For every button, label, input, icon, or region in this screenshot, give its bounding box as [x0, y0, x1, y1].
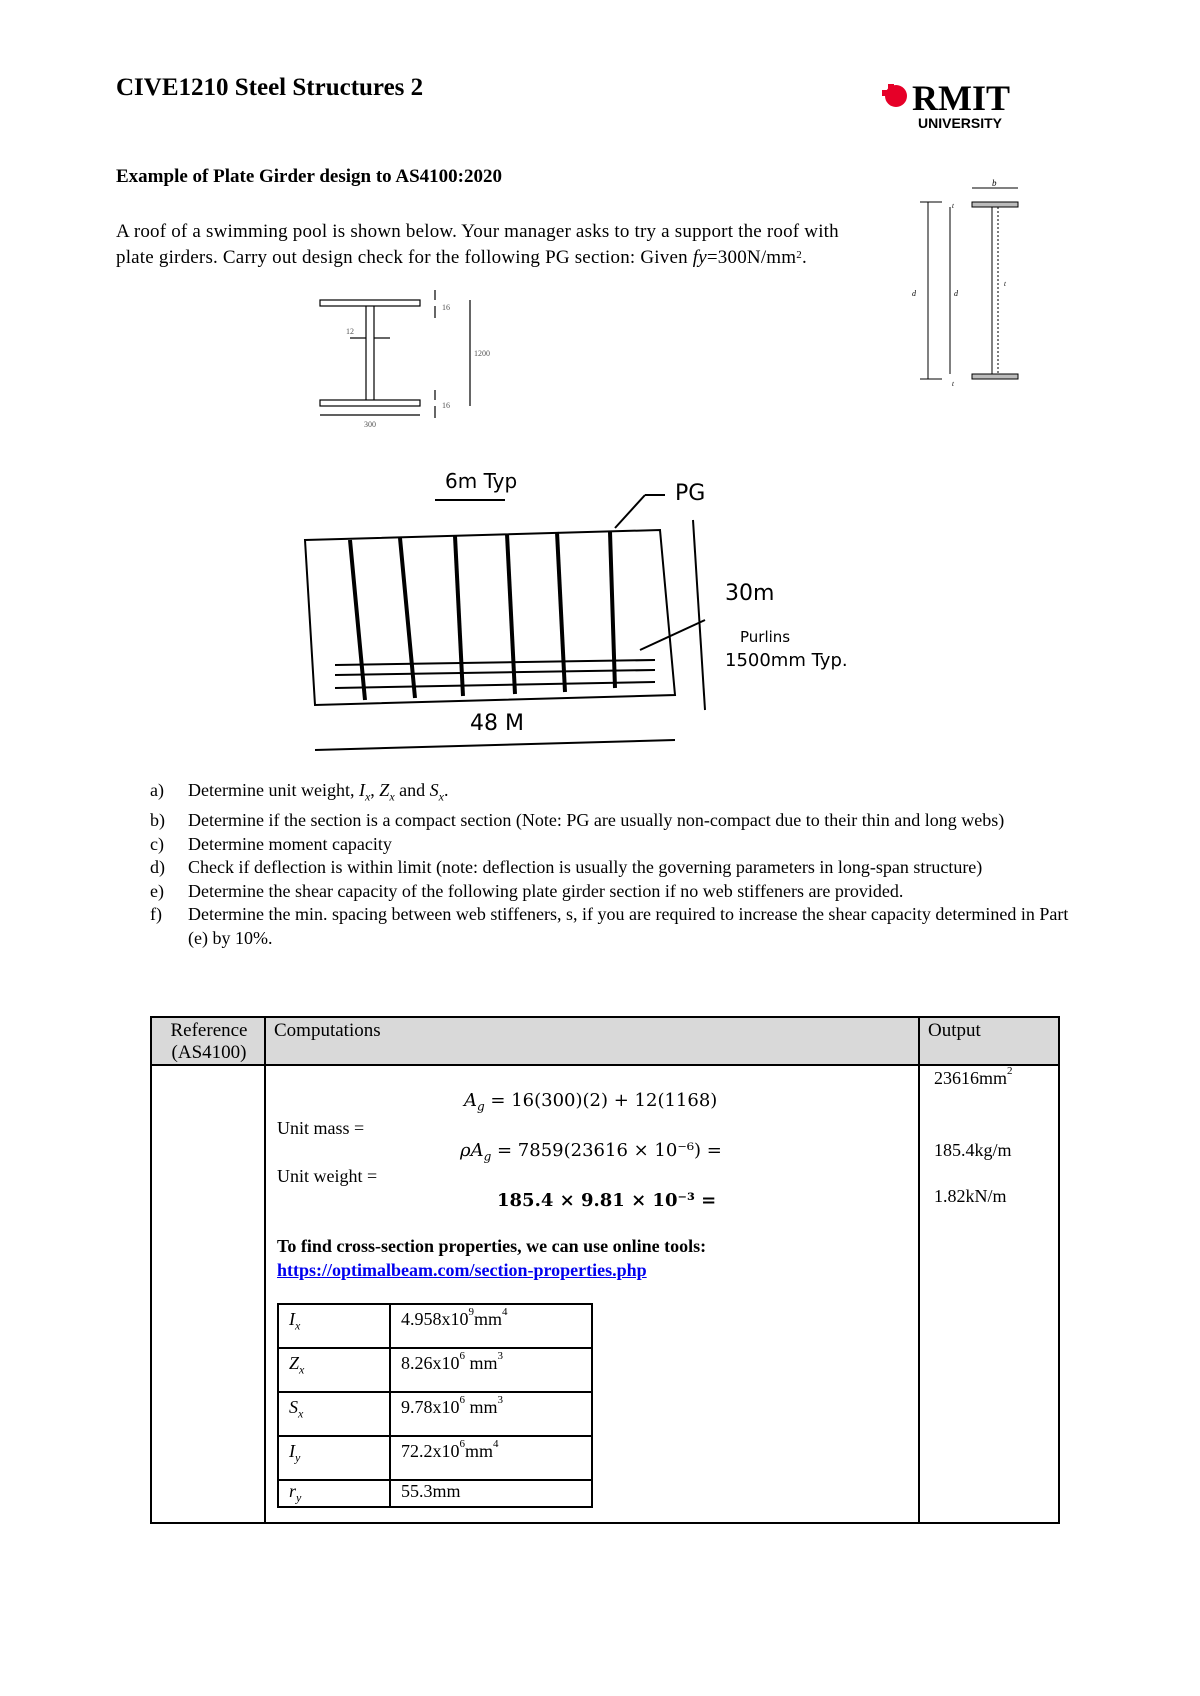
- length-label: 48 M: [470, 711, 524, 736]
- question-text: Check if deflection is within limit (note: deflection is usually the governing parameters in long-span structure): [188, 857, 983, 878]
- question-label: b): [150, 810, 165, 831]
- question-label: a): [150, 780, 164, 800]
- section-properties-table: [277, 1303, 593, 1508]
- gross-area-equation: $A_g = 16(300)(2) + 12(1168)$: [464, 1090, 718, 1114]
- column-divider: [918, 1018, 920, 1522]
- question-text: Determine the shear capacity of the following plate girder section if no web stiffeners are provided.: [188, 880, 904, 901]
- document-title: CIVE1210 Steel Structures 2: [116, 74, 424, 101]
- example-heading: Example of Plate Girder design to AS4100:2020: [116, 166, 502, 187]
- logo-text: RMIT: [912, 78, 1010, 118]
- property-symbol: $S_x$: [278, 1392, 390, 1436]
- spacing-label: 6m Typ: [445, 470, 518, 493]
- list-item: [150, 779, 1070, 809]
- question-text: Determine unit weight, $I_x$, $Z_x$ and $S_x$.: [188, 780, 449, 804]
- output-header: Output: [920, 1018, 1058, 1066]
- question-text: Determine if the section is a compact section (Note: PG are usually non-compact due to their thin and long webs): [188, 810, 1005, 831]
- question-label: c): [150, 833, 164, 854]
- top-flange-thickness-label: 16: [442, 303, 450, 312]
- rmit-pixel-mark-icon: [882, 84, 907, 107]
- d-label: d: [912, 289, 916, 298]
- fy-exponent: 2: [796, 249, 802, 261]
- list-item: [150, 880, 1070, 904]
- calculation-table: [150, 1016, 1060, 1524]
- tf-bottom-label: t: [952, 380, 954, 388]
- property-symbol: $r_y$: [278, 1480, 390, 1507]
- fy-symbol: fy: [692, 247, 707, 268]
- property-value: $4.958x10^9mm^4$: [390, 1304, 592, 1348]
- area-output: $23616mm^2$: [934, 1065, 1013, 1088]
- tf-top-label: t: [952, 202, 954, 210]
- tools-label: To find cross-section properties, we can use online tools:: [277, 1236, 707, 1256]
- list-item: [150, 856, 1070, 880]
- flange-width-label: 300: [364, 420, 376, 429]
- table-row: [278, 1480, 592, 1507]
- web-thickness-label: 12: [346, 327, 354, 336]
- fy-end: .: [801, 247, 807, 268]
- property-symbol: $I_x$: [278, 1304, 390, 1348]
- intro-paragraph: [116, 219, 876, 271]
- reference-header: Reference (AS4100): [152, 1018, 266, 1066]
- mass-output: 185.4kg/m: [934, 1140, 1012, 1160]
- i-section-diagram: [310, 290, 520, 460]
- table-row: [278, 1436, 592, 1480]
- table-row: [278, 1348, 592, 1392]
- table-row: [278, 1392, 592, 1436]
- question-text: Determine moment capacity: [188, 833, 392, 854]
- pg-label: PG: [675, 481, 706, 506]
- d1-label: d: [954, 289, 958, 298]
- unit-weight-label: Unit weight =: [277, 1166, 378, 1186]
- property-value: $72.2x10^6mm^4$: [390, 1436, 592, 1480]
- column-divider: [264, 1018, 266, 1522]
- list-item: [150, 833, 1070, 857]
- section-properties-link[interactable]: https://optimalbeam.com/section-properties.php: [277, 1260, 647, 1280]
- property-value: 55.3mm: [390, 1480, 592, 1507]
- property-symbol: $Z_x$: [278, 1348, 390, 1392]
- question-label: e): [150, 880, 164, 901]
- plate-girder-schematic: [900, 178, 1040, 393]
- property-value: $9.78x10^6$ $mm^3$: [390, 1392, 592, 1436]
- rmit-logo: [878, 76, 1038, 136]
- question-label: d): [150, 857, 165, 878]
- unit-mass-label: Unit mass =: [277, 1118, 365, 1138]
- purlins-label-2: 1500mm Typ.: [725, 650, 848, 671]
- property-symbol: $I_y$: [278, 1436, 390, 1480]
- list-item: [150, 809, 1070, 833]
- property-value: $8.26x10^6$ $mm^3$: [390, 1348, 592, 1392]
- bottom-flange-thickness-label: 16: [442, 401, 450, 410]
- unit-weight-equation: 185.4 × 9.81 × 10⁻³ =: [497, 1190, 717, 1211]
- weight-output: 1.82kN/m: [934, 1186, 1007, 1206]
- list-item: [150, 903, 1070, 950]
- computations-header: Computations: [266, 1018, 920, 1066]
- roof-plan-sketch: [295, 470, 895, 770]
- question-text: Determine the min. spacing between web stiffeners, s, if you are required to increase the shear capacity determined in Part (e) by 10%.: [188, 904, 1069, 948]
- question-label: f): [150, 904, 162, 925]
- purlins-label-1: Purlins: [740, 628, 791, 646]
- logo-subtext: UNIVERSITY: [918, 115, 1003, 131]
- depth-label: 1200: [474, 349, 490, 358]
- tw-label: t: [1004, 280, 1006, 288]
- height-label: 30m: [725, 581, 775, 606]
- question-list: [150, 779, 1070, 950]
- unit-mass-equation: $\rho A_g = 7859(23616 \times 10^{-6})$ =: [460, 1140, 722, 1164]
- intro-text: A roof of a swimming pool is shown below. Your manager asks to try a support the roof with plate girders. Carry out design check for the following PG section: Given: [116, 221, 839, 268]
- flange-width-b-label: b: [992, 178, 997, 188]
- fy-value: =300N/mm: [706, 247, 797, 268]
- table-row: [278, 1304, 592, 1348]
